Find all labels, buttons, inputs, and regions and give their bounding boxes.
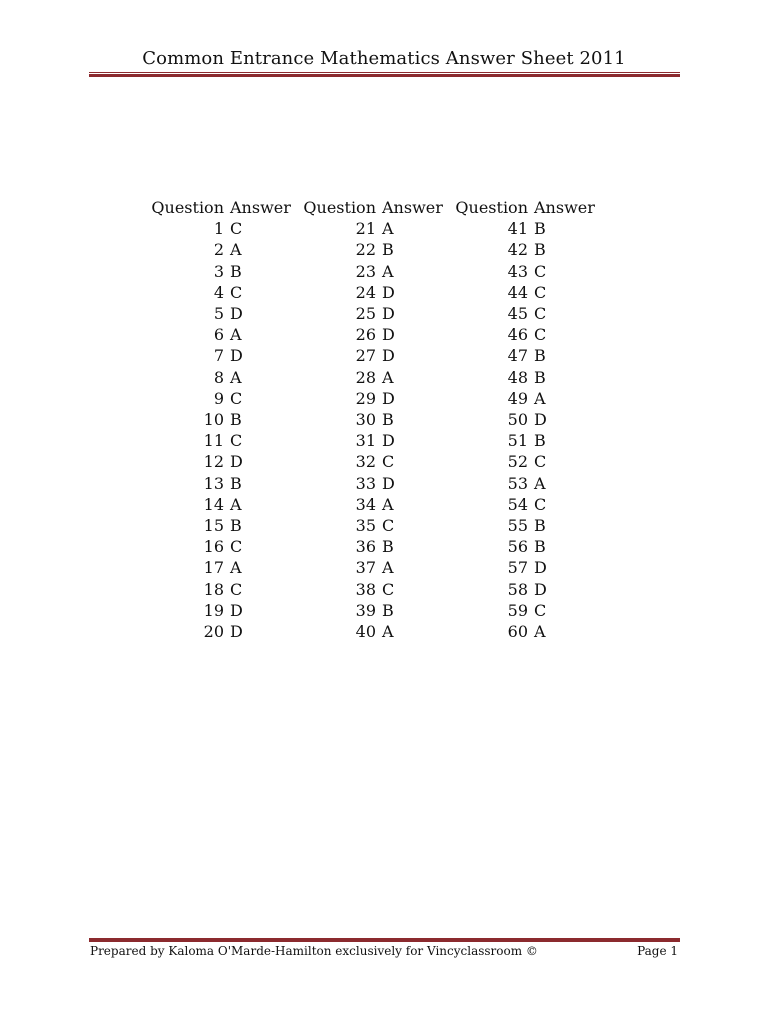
answer-cell: A <box>534 388 546 408</box>
table-row <box>148 367 604 388</box>
question-number-cell: 57 <box>507 558 528 578</box>
table-row <box>148 579 604 600</box>
answer-cell: B <box>534 537 546 557</box>
answer-cell: D <box>534 579 547 599</box>
answer-cell: B <box>382 240 394 260</box>
question-number-cell: 6 <box>213 325 224 345</box>
answer-table-body <box>148 218 604 642</box>
table-row <box>148 515 604 536</box>
question-number-cell: 40 <box>355 622 376 642</box>
question-number-cell: 29 <box>355 388 376 408</box>
table-row <box>148 388 604 409</box>
answer-cell: D <box>230 304 243 324</box>
question-number-cell: 36 <box>355 537 376 557</box>
answer-cell: D <box>534 410 547 430</box>
question-number-cell: 39 <box>355 600 376 620</box>
answer-cell: A <box>534 622 546 642</box>
question-number-cell: 21 <box>355 219 376 239</box>
question-number-cell: 58 <box>507 579 528 599</box>
answer-cell: B <box>230 410 242 430</box>
table-row <box>148 261 604 282</box>
answer-cell: A <box>230 558 242 578</box>
question-number-cell: 34 <box>355 494 376 514</box>
answer-cell: D <box>230 346 243 366</box>
table-row <box>148 536 604 557</box>
answer-cell: C <box>534 304 547 324</box>
table-row <box>148 621 604 642</box>
question-number-cell: 50 <box>507 410 528 430</box>
answer-cell: B <box>534 346 546 366</box>
question-number-cell: 56 <box>507 537 528 557</box>
answer-cell: D <box>382 473 395 493</box>
question-number-cell: 14 <box>203 494 224 514</box>
answer-cell: C <box>534 494 547 514</box>
answer-cell: D <box>382 282 395 302</box>
answer-cell: A <box>382 219 394 239</box>
table-row <box>148 239 604 260</box>
answer-cell: B <box>382 410 394 430</box>
answer-cell: C <box>230 537 243 557</box>
answer-cell: C <box>534 325 547 345</box>
question-number-cell: 8 <box>213 367 224 387</box>
question-number-cell: 48 <box>507 367 528 387</box>
answer-cell: D <box>382 431 395 451</box>
answer-cell: B <box>382 600 394 620</box>
answer-cell: C <box>230 579 243 599</box>
question-number-cell: 42 <box>507 240 528 260</box>
question-number-cell: 27 <box>355 346 376 366</box>
answer-cell: B <box>230 261 242 281</box>
question-number-cell: 30 <box>355 410 376 430</box>
answer-cell: D <box>534 558 547 578</box>
question-number-cell: 37 <box>355 558 376 578</box>
answer-cell: D <box>382 388 395 408</box>
question-number-cell: 3 <box>213 261 224 281</box>
table-row <box>148 600 604 621</box>
question-number-cell: 7 <box>213 346 224 366</box>
question-number-cell: 31 <box>355 431 376 451</box>
footer-divider <box>89 937 680 942</box>
question-number-cell: 23 <box>355 261 376 281</box>
answer-cell: B <box>382 537 394 557</box>
answer-cell: C <box>534 282 547 302</box>
question-number-cell: 16 <box>203 537 224 557</box>
question-number-cell: 15 <box>203 516 224 536</box>
question-number-cell: 10 <box>203 410 224 430</box>
answer-cell: A <box>230 367 242 387</box>
table-row <box>148 303 604 324</box>
answer-cell: A <box>230 325 242 345</box>
answer-cell: A <box>230 240 242 260</box>
question-number-cell: 32 <box>355 452 376 472</box>
answer-cell: D <box>382 346 395 366</box>
answer-cell: B <box>534 367 546 387</box>
answer-cell: B <box>230 473 242 493</box>
answer-cell: C <box>382 579 395 599</box>
page-title: Common Entrance Mathematics Answer Sheet 2011 <box>142 48 626 69</box>
question-number-cell: 55 <box>507 516 528 536</box>
question-number-cell: 47 <box>507 346 528 366</box>
table-row <box>148 473 604 494</box>
question-number-cell: 26 <box>355 325 376 345</box>
table-row <box>148 324 604 345</box>
answer-cell: D <box>382 304 395 324</box>
answer-cell: A <box>382 494 394 514</box>
question-number-cell: 19 <box>203 600 224 620</box>
question-number-cell: 13 <box>203 473 224 493</box>
answer-cell: B <box>534 431 546 451</box>
question-number-cell: 28 <box>355 367 376 387</box>
answer-cell: C <box>534 261 547 281</box>
table-row <box>148 409 604 430</box>
question-number-cell: 12 <box>203 452 224 472</box>
table-row <box>148 218 604 239</box>
question-number-cell: 5 <box>213 304 224 324</box>
answer-cell: C <box>230 219 243 239</box>
header-divider <box>89 72 680 77</box>
question-number-cell: 53 <box>507 473 528 493</box>
question-number-cell: 1 <box>213 219 224 239</box>
footer-credit: Prepared by Kaloma O'Marde-Hamilton exclusively for Vincyclassroom © <box>90 944 538 958</box>
question-number-cell: 43 <box>507 261 528 281</box>
column-header-question: Question <box>151 198 224 217</box>
answer-cell: A <box>382 622 394 642</box>
column-header-question: Question <box>455 198 528 217</box>
answer-cell: B <box>534 219 546 239</box>
question-number-cell: 38 <box>355 579 376 599</box>
answer-cell: C <box>534 452 547 472</box>
question-number-cell: 41 <box>507 219 528 239</box>
question-number-cell: 49 <box>507 388 528 408</box>
answer-cell: C <box>382 516 395 536</box>
column-header-answer: Answer <box>382 198 443 217</box>
answer-cell: C <box>230 282 243 302</box>
question-number-cell: 17 <box>203 558 224 578</box>
question-number-cell: 54 <box>507 494 528 514</box>
question-number-cell: 25 <box>355 304 376 324</box>
question-number-cell: 52 <box>507 452 528 472</box>
answer-cell: A <box>382 367 394 387</box>
question-number-cell: 45 <box>507 304 528 324</box>
question-number-cell: 20 <box>203 622 224 642</box>
answer-cell: A <box>382 558 394 578</box>
column-header-answer: Answer <box>534 198 595 217</box>
question-number-cell: 22 <box>355 240 376 260</box>
question-number-cell: 33 <box>355 473 376 493</box>
answer-cell: B <box>534 516 546 536</box>
answer-table <box>148 197 604 642</box>
answer-cell: D <box>382 325 395 345</box>
question-number-cell: 51 <box>507 431 528 451</box>
column-header-answer: Answer <box>230 198 291 217</box>
answer-cell: B <box>230 516 242 536</box>
answer-cell: D <box>230 600 243 620</box>
table-row <box>148 430 604 451</box>
answer-cell: A <box>534 473 546 493</box>
question-number-cell: 46 <box>507 325 528 345</box>
answer-cell: D <box>230 452 243 472</box>
question-number-cell: 24 <box>355 282 376 302</box>
question-number-cell: 2 <box>213 240 224 260</box>
answer-cell: C <box>230 431 243 451</box>
question-number-cell: 59 <box>507 600 528 620</box>
answer-cell: C <box>230 388 243 408</box>
page-number: Page 1 <box>637 944 678 958</box>
question-number-cell: 44 <box>507 282 528 302</box>
answer-cell: C <box>534 600 547 620</box>
table-row <box>148 451 604 472</box>
table-row <box>148 282 604 303</box>
answer-cell: D <box>230 622 243 642</box>
question-number-cell: 35 <box>355 516 376 536</box>
table-row <box>148 557 604 578</box>
answer-cell: A <box>382 261 394 281</box>
table-row <box>148 494 604 515</box>
answer-cell: A <box>230 494 242 514</box>
column-header-question: Question <box>303 198 376 217</box>
question-number-cell: 18 <box>203 579 224 599</box>
question-number-cell: 4 <box>213 282 224 302</box>
answer-cell: B <box>534 240 546 260</box>
question-number-cell: 60 <box>507 622 528 642</box>
answer-cell: C <box>382 452 395 472</box>
question-number-cell: 9 <box>213 388 224 408</box>
question-number-cell: 11 <box>203 431 224 451</box>
table-header-row <box>148 197 604 218</box>
table-row <box>148 345 604 366</box>
